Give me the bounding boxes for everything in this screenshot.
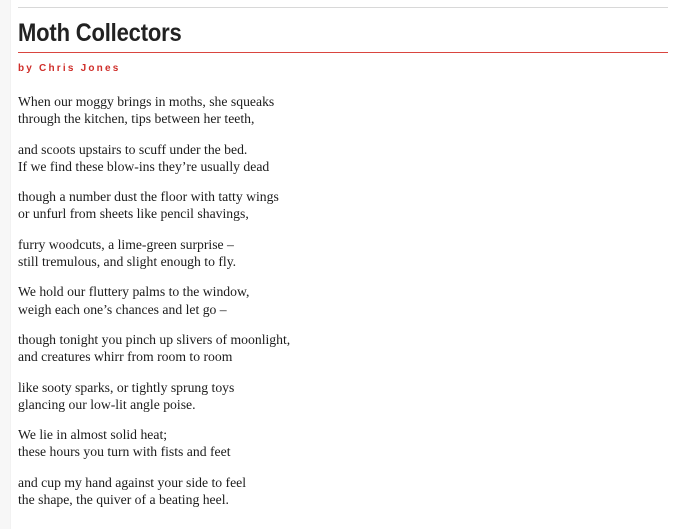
poem-line: still tremulous, and slight enough to fly.	[18, 254, 237, 270]
poem-stanza	[18, 379, 668, 414]
poem-stanza	[18, 474, 668, 509]
left-gutter-strip	[0, 0, 11, 529]
title-underline-rule	[18, 52, 668, 53]
poem-line: weigh each one’s chances and let go –	[18, 301, 227, 317]
poem-line: through the kitchen, tips between her teeth,	[18, 111, 255, 127]
poem-page	[18, 0, 668, 521]
top-divider	[18, 7, 668, 8]
poem-line: and scoots upstairs to scuff under the bed.	[18, 141, 248, 157]
poem-line: furry woodcuts, a lime-green surprise –	[18, 236, 234, 252]
author-byline: by Chris Jones	[18, 63, 121, 74]
poem-stanza	[18, 331, 668, 366]
poem-line: and cup my hand against your side to feel	[18, 474, 247, 490]
poem-line: or unfurl from sheets like pencil shavings,	[18, 206, 249, 222]
poem-line: though a number dust the floor with tatty wings	[18, 189, 279, 205]
poem-line: these hours you turn with fists and feet	[18, 444, 231, 460]
poem-stanza	[18, 141, 668, 176]
poem-line: If we find these blow-ins they’re usually dead	[18, 158, 270, 174]
poem-stanza	[18, 93, 668, 128]
page-title: Moth Collectors	[18, 19, 182, 47]
poem-line: We lie in almost solid heat;	[18, 427, 168, 443]
poem-line: the shape, the quiver of a beating heel.	[18, 492, 229, 508]
poem-line: When our moggy brings in moths, she squeaks	[18, 94, 275, 109]
poem-body	[18, 93, 668, 508]
poem-line: though tonight you pinch up slivers of moonlight,	[18, 331, 291, 347]
poem-line: We hold our fluttery palms to the window,	[18, 284, 250, 300]
poem-line: like sooty sparks, or tightly sprung toys	[18, 379, 235, 395]
poem-stanza	[18, 426, 668, 461]
poem-line: and creatures whirr from room to room	[18, 349, 233, 365]
poem-stanza	[18, 236, 668, 271]
poem-stanza	[18, 283, 668, 318]
poem-stanza	[18, 188, 668, 223]
poem-line: glancing our low-lit angle poise.	[18, 396, 196, 412]
